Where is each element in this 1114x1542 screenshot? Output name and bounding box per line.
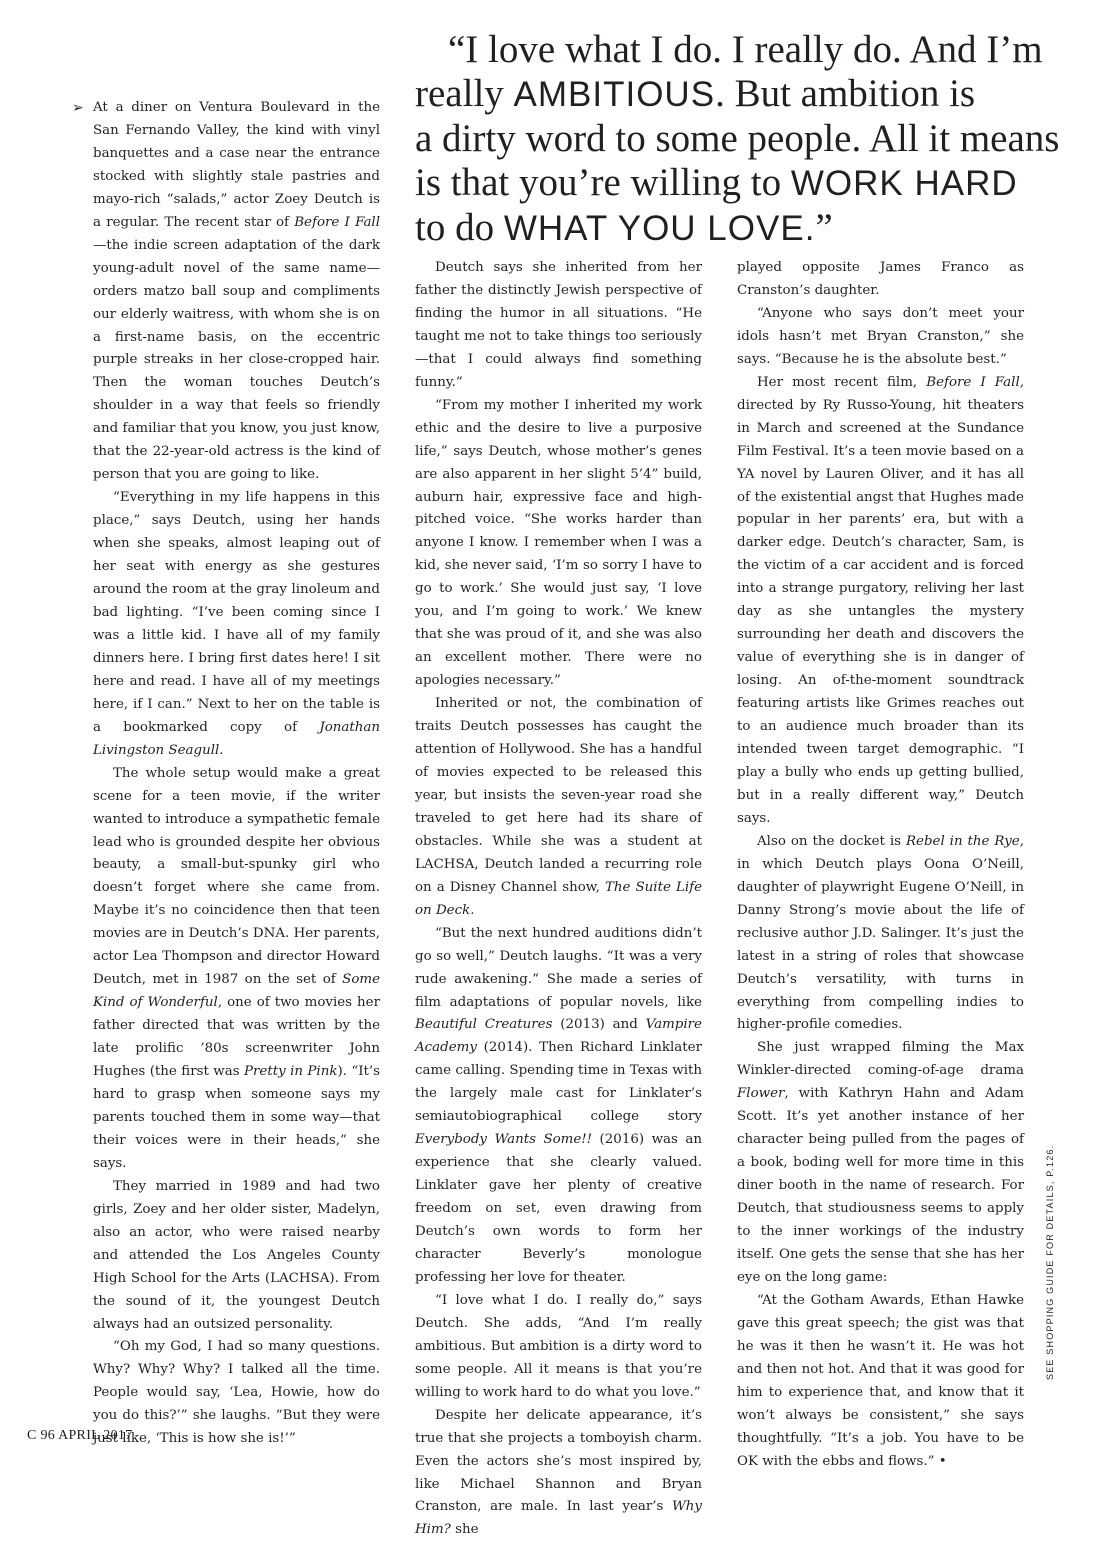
title-italic: Jonathan Livingston Seagull. (93, 719, 380, 758)
paragraph-text: At a diner on Ventura Boulevard in the San Fernando Valley, the kind with vinyl banquettes and a case near the entrance stocked with slightly stale pastries and mayo-rich “salads,” actor Zoey Deutch is a regular. The recent star of (93, 100, 380, 230)
paragraph-text: “From my mother I inherited my work ethic and the desire to live a purposive life,” says Deutch, whose mother’s genes are also apparent in her slight 5’4” build, auburn hair, expressive face and high-pitched voice. “She works harder than anyone I know. I remember when I was a kid, she never said, ‘I’m so sorry I have to go to work.’ She would just say, ‘I love you, and I’m going to work.’ We knew that she was proud of it, and she was also an excellent mother. There were no apologies necessary.” (415, 397, 702, 689)
paragraph-text: She just wrapped filming the Max Winkler-directed coming-of-age drama (737, 1040, 1024, 1079)
article-column-1 (93, 97, 380, 1451)
article-paragraph (93, 487, 380, 762)
paragraph-text: , with Kathryn Hahn and Adam Scott. It’s yet another instance of her character being pulled from the pages of a book, boding well for more time in this diner booth in the name of research. For Deutch, that studiousness seems to apply to the inner workings of the industry itself. One gets the sense that she has her eye on the long game: (737, 1086, 1024, 1285)
title-italic: Some Kind of Wonderful (93, 972, 380, 1011)
article-column-3 (737, 257, 1024, 1474)
pull-quote-text: ” (815, 206, 833, 249)
article-paragraph (415, 923, 702, 1290)
paragraph-text: ). “It’s hard to grasp when someone says my parents touched them in some way—that their voices were in their heads,” she says. (93, 1064, 380, 1171)
article-paragraph (93, 763, 380, 1176)
paragraph-text: played opposite James Franco as Cranston’s daughter. (737, 260, 1024, 298)
title-italic: The Suite Life on Deck. (415, 879, 703, 918)
pull-quote-line (415, 117, 1065, 161)
paragraph-text: she (450, 1522, 479, 1538)
paragraph-text: “At the Gotham Awards, Ethan Hawke gave this great speech; the gist was that he was it then he wasn’t it. He was hot and then not hot. And that it was good for him to experience that, and know that it won’t always be consistent,” she says thoughtfully. “It’s a job. You have to be OK with the ebbs and flows.” • (737, 1292, 1024, 1469)
article-paragraph (737, 303, 1024, 372)
article-paragraph (415, 693, 702, 923)
pull-quote-text: really (415, 72, 514, 115)
title-italic: Rebel in the Rye (905, 833, 1020, 849)
paragraph-text: Inherited or not, the combination of traits Deutch possesses has caught the attention of Hollywood. She has a handful of movies expected to be released this year, but insists the seven-year road she traveled to get here had its share of obstacles. While she was a student at LACHSA, Deutch landed a recurring role on a Disney Channel show, (415, 696, 702, 895)
article-paragraph (415, 257, 702, 395)
shopping-guide-note: SEE SHOPPING GUIDE FOR DETAILS, P.126. (1045, 1144, 1055, 1380)
pull-quote-emphasis: WORK HARD (790, 164, 1018, 203)
lead-arrow-icon: ➢ (72, 100, 84, 116)
article-paragraph (415, 1290, 702, 1405)
paragraph-text: Also on the docket is (757, 833, 906, 849)
title-italic: Beautiful Creatures (415, 1017, 553, 1033)
article-paragraph (93, 1176, 380, 1337)
paragraph-text: , one of two movies her father directed that was written by the late prolific ’80s screenwriter John Hughes (the first was (93, 995, 380, 1080)
pull-quote-emphasis: AMBITIOUS (513, 75, 716, 114)
paragraph-text: “I love what I do. I really do,” says Deutch. She adds, “And I’m really ambitious. But ambition is a dirty word to some people. All it means is that you’re willing to work hard to do what you love.” (415, 1292, 702, 1400)
paragraph-text: , in which Deutch plays Oona O’Neill, daughter of playwright Eugene O’Neill, in Danny Strong’s movie about the life of reclusive author J.D. Salinger. It’s just the latest in a string of roles that showcase Deutch’s versatility, with turns in everything from compelling indies to higher-profile comedies. (737, 833, 1024, 1033)
pull-quote-text: . But ambition is (715, 72, 976, 115)
pull-quote-text: to do (415, 206, 504, 249)
title-italic: Why Him? (415, 1499, 702, 1538)
paragraph-text: Her most recent film, (757, 374, 927, 390)
paragraph-text: (2016) was an experience that she clearly valued. Linklater gave her plenty of creative freedom on set, even drawing from Deutch’s own words to form her character Beverly’s monologue professing her love for theater. (415, 1132, 702, 1285)
pull-quote-text: is that you’re willing to (415, 161, 791, 204)
paragraph-text: “Everything in my life happens in this place,” says Deutch, using her hands when she speaks, almost leaping out of her seat with energy as she gestures around the room at the gray linoleum and bad lighting. “I’ve been coming since I was a little kid. I have all of my family dinners here. I bring first dates here! I sit here and read. I have all of my meetings here, if I can.” Next to her on the table is a bookmarked copy of (93, 490, 380, 735)
title-italic: Pretty in Pink (244, 1064, 338, 1080)
title-italic: Flower (737, 1086, 785, 1102)
page-folio: C 96 APRIL 2017 (27, 1428, 133, 1443)
paragraph-text: (2014). Then Richard Linklater came calling. Spending time in Texas with the largely male cast for Linklater’s semiautobiographical college story (415, 1040, 702, 1125)
article-paragraph (737, 372, 1024, 831)
article-paragraph (737, 831, 1024, 1038)
article-paragraph (737, 257, 1024, 303)
article-paragraph (737, 1037, 1024, 1289)
article-paragraph (93, 1336, 380, 1451)
pull-quote-line (415, 161, 1065, 206)
pull-quote-text: “I love what I do. I really do. And I’m (448, 28, 1043, 71)
title-italic: Before I Fall, (926, 374, 1024, 390)
title-italic: Vampire Academy (415, 1017, 702, 1056)
paragraph-text: Despite her delicate appearance, it’s true that she projects a tomboyish charm. Even the actors she’s most inspired by, like Michael Shannon and Bryan Cranston, are male. In last year’s (415, 1407, 702, 1515)
paragraph-text: Deutch says she inherited from her father the distinctly Jewish perspective of finding the humor in all situations. “He taught me not to take things too seriously—that I could always find something funny.” (415, 260, 702, 390)
paragraph-text: “But the next hundred auditions didn’t go so well,” Deutch laughs. “It was a very rude awakening.” She made a series of film adaptations of popular novels, like (415, 925, 702, 1010)
title-italic: Everybody Wants Some!! (415, 1132, 593, 1148)
article-paragraph (93, 97, 380, 487)
article-paragraph (415, 395, 702, 693)
pull-quote-line (415, 28, 1065, 72)
paragraph-text: directed by Ry Russo-Young, hit theaters in March and screened at the Sundance Film Festival. It’s a teen movie based on a YA novel by Lauren Oliver, and it has all of the existential angst that Hughes made popular in her parents’ era, but with a darker edge. Deutch’s character, Sam, is the victim of a car accident and is forced into a strange purgatory, reliving her last day as she untangles the mystery surrounding her death and discovers the value of everything she is in danger of losing. An of-the-moment soundtrack featuring artists like Grimes reaches out to an audience much broader than its intended tween target demographic. “I play a bully who ends up getting bullied, but in a really different way,” Deutch says. (737, 397, 1024, 826)
article-paragraph (415, 1405, 702, 1542)
paragraph-text: They married in 1989 and had two girls, Zoey and her older sister, Madelyn, also an actor, who were raised nearby and attended the Los Angeles County High School for the Arts (LACHSA). From the sound of it, the youngest Deutch always had an outsized personality. (93, 1178, 380, 1332)
title-italic: Before I Fall (294, 214, 381, 230)
pull-quote (415, 28, 1065, 251)
pull-quote-emphasis: WHAT YOU LOVE. (503, 209, 816, 248)
article-paragraph (737, 1290, 1024, 1474)
pull-quote-text: a dirty word to some people. All it means (415, 117, 1060, 160)
pull-quote-line (415, 206, 1065, 251)
paragraph-text: The whole setup would make a great scene for a teen movie, if the writer wanted to introduce a sympathetic female lead who is grounded despite her obvious beauty, a small-but-spunky girl who doesn’t forget where she came from. Maybe it’s no coincidence then that teen movies are in Deutch’s DNA. Her parents, actor Lea Thompson and director Howard Deutch, met in 1987 on the set of (93, 765, 380, 988)
paragraph-text: (2013) and (552, 1017, 646, 1033)
pull-quote-line (415, 72, 1065, 117)
paragraph-text: —the indie screen adaptation of the dark young-adult novel of the same name—orders matzo ball soup and compliments our elderly waitress, with whom she is on a first-name basis, on the eccentric purple streaks in her close-cropped hair. Then the woman touches Deutch’s shoulder in a way that feels so friendly and familiar that you know, you just know, that the 22-year-old actress is the kind of person that you are going to like. (93, 237, 380, 483)
paragraph-text: “Anyone who says don’t meet your idols hasn’t met Bryan Cranston,” she says. “Because he is the absolute best.” (737, 305, 1024, 367)
article-column-2 (415, 257, 702, 1542)
paragraph-text: “Oh my God, I had so many questions. Why? Why? Why? I talked all the time. People would say, ‘Lea, Howie, how do you do this?’” she laughs. “But they were just like, ‘This is how she is!’” (93, 1339, 380, 1447)
